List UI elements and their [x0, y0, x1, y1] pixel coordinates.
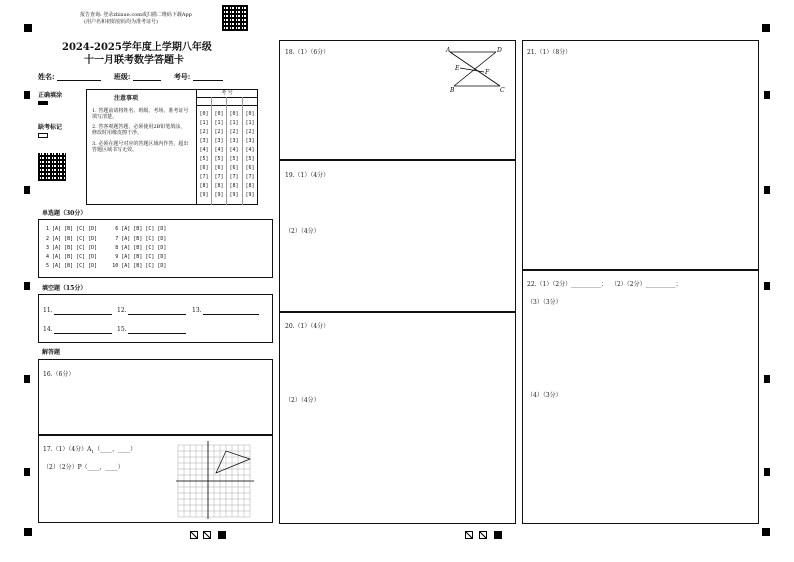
exam-number-bubble[interactable]: [3] — [214, 138, 224, 144]
notice-item: 3. 必须在题号对应的答题区域内作答，超出答题区域书写无效。 — [92, 141, 189, 153]
exam-number-col-divider — [226, 97, 227, 205]
exam-number-bubble[interactable]: [0] — [214, 111, 224, 117]
choice-row[interactable]: 5 [A] [B] [C] [D] 10 [A] [B] [C] [D] — [46, 263, 167, 269]
timing-mark — [24, 468, 30, 476]
absent-mark-label: 缺考标记 — [38, 124, 63, 131]
report-info-line1: 报告查询: 登录zhixue.com或扫描二维码下载App — [80, 12, 192, 18]
name-label: 姓名: — [38, 72, 55, 81]
exam-number-bubble[interactable]: [2] — [229, 129, 239, 135]
q22-part3: （3）（3分） — [527, 299, 562, 306]
timing-mark — [24, 375, 30, 383]
exam-number-bubble[interactable]: [8] — [214, 183, 224, 189]
section-choice-title: 单选题（30分） — [42, 210, 87, 217]
page-mark — [494, 531, 502, 539]
exam-number-bubble[interactable]: [5] — [214, 156, 224, 162]
notice-item: 2. 答客观题答题，必须使用2B铅笔填涂，修改时用橡皮擦干净。 — [92, 124, 186, 136]
q17-part1-tail: （____，____） — [94, 446, 137, 453]
q18-vertex-B: B — [450, 87, 455, 94]
exam-number-bubble[interactable]: [1] — [199, 120, 209, 126]
timing-mark — [764, 468, 770, 476]
exam-number-bubble[interactable]: [2] — [245, 129, 255, 135]
timing-mark — [24, 186, 30, 194]
page-mark-icon — [465, 531, 473, 539]
exam-number-bubble[interactable]: [7] — [245, 174, 255, 180]
q20-answer-box[interactable] — [279, 312, 516, 524]
exam-number-bubble[interactable]: [5] — [245, 156, 255, 162]
exam-number-bubble[interactable]: [4] — [214, 147, 224, 153]
exam-number-bubble[interactable]: [8] — [199, 183, 209, 189]
fill-q13[interactable] — [192, 307, 259, 315]
exam-number-bubble[interactable]: [6] — [245, 165, 255, 171]
notice-item: 1. 答题前请将姓名、班级、考场、准考证号填写清楚。 — [92, 108, 189, 120]
timing-mark — [764, 282, 770, 290]
exam-number-bubble[interactable]: [9] — [245, 192, 255, 198]
notice-title: 注意事项 — [114, 95, 139, 102]
q17-part1 — [43, 446, 136, 456]
exam-number-bubble[interactable]: [2] — [214, 129, 224, 135]
exam-number-column — [213, 110, 225, 200]
choice-row[interactable]: 1 [A] [B] [C] [D] 6 [A] [B] [C] [D] — [46, 226, 167, 232]
q19-answer-box[interactable] — [279, 160, 516, 312]
exam-number-bubble[interactable]: [4] — [229, 147, 239, 153]
qr-code-icon[interactable] — [222, 5, 248, 31]
q17-part1-label: 17.（1）（4分）A — [43, 446, 92, 453]
q22-part4: （4）（3分） — [527, 392, 562, 399]
page-mark-icon — [190, 531, 198, 539]
fill-q14[interactable] — [43, 326, 112, 334]
exam-number-bubble[interactable]: [5] — [229, 156, 239, 162]
q21-answer-box[interactable] — [522, 40, 759, 270]
choice-row[interactable]: 3 [A] [B] [C] [D] 8 [A] [B] [C] [D] — [46, 245, 167, 251]
q18-vertex-F: F — [485, 69, 490, 76]
corner-mark-br — [762, 528, 770, 536]
q17-part1-subscript: 1 — [91, 449, 95, 455]
exam-number-column — [198, 110, 210, 200]
fill-q15[interactable] — [117, 326, 186, 334]
q16-label: 16.（6分） — [43, 371, 75, 378]
q20-part2: （2）（4分） — [285, 397, 320, 404]
page-title-line1: 2024-2025学年度上学期八年级 — [62, 42, 212, 53]
exam-number-bubble[interactable]: [2] — [199, 129, 209, 135]
timing-mark — [24, 282, 30, 290]
corner-mark-bl — [24, 528, 32, 536]
exam-number-bubble[interactable]: [3] — [229, 138, 239, 144]
exam-no-field[interactable] — [193, 80, 223, 81]
report-info-line2: (用户名和初始密码均为准考证号) — [84, 19, 158, 25]
exam-number-column — [244, 110, 256, 200]
q18-geometry-figure — [440, 44, 510, 94]
barcode-qr-icon — [38, 153, 66, 181]
q20-label: 20.（1）（4分） — [285, 323, 330, 330]
exam-number-bubble[interactable]: [0] — [245, 111, 255, 117]
exam-number-bubble[interactable]: [7] — [199, 174, 209, 180]
page-mark-icon — [203, 531, 211, 539]
timing-mark — [764, 375, 770, 383]
fill-q11-label: 11. — [43, 307, 53, 314]
timing-mark — [764, 91, 770, 99]
fill-q11[interactable] — [43, 307, 112, 315]
page-mark — [218, 531, 226, 539]
exam-number-bubble[interactable]: [9] — [214, 192, 224, 198]
q21-label: 21.（1）（8分） — [527, 49, 572, 56]
exam-number-divider — [196, 105, 258, 106]
absent-mark-box[interactable] — [38, 133, 48, 138]
exam-number-header: 考 号 — [221, 90, 233, 96]
exam-number-bubble[interactable]: [9] — [229, 192, 239, 198]
exam-number-bubble[interactable]: [6] — [199, 165, 209, 171]
exam-number-bubble[interactable]: [7] — [214, 174, 224, 180]
exam-number-bubble[interactable]: [1] — [245, 120, 255, 126]
page-mark-icon — [479, 531, 487, 539]
exam-number-bubble[interactable]: [4] — [245, 147, 255, 153]
timing-mark — [24, 91, 30, 99]
fill-q12-label: 12. — [117, 307, 127, 314]
correct-fill-label: 正确填涂 — [38, 92, 63, 99]
class-label: 班级: — [113, 72, 131, 81]
q22-label: 22.（1）（2分）__________； （2）（2分）__________； — [527, 281, 682, 288]
exam-no-label: 考号: — [173, 72, 191, 81]
fill-q13-label: 13. — [192, 307, 202, 314]
student-info — [38, 72, 223, 81]
exam-number-bubble[interactable]: [0] — [229, 111, 239, 117]
q19-label: 19.（1）（4分） — [285, 172, 330, 179]
q19-part2: （2）（4分） — [285, 228, 320, 235]
exam-number-bubble[interactable]: [4] — [199, 147, 209, 153]
fill-q15-label: 15. — [117, 326, 127, 333]
fill-q14-label: 14. — [43, 326, 53, 333]
timing-mark — [764, 186, 770, 194]
exam-number-bubble[interactable]: [6] — [229, 165, 239, 171]
exam-number-bubble[interactable]: [8] — [245, 183, 255, 189]
q17-part2: （2）（2分）P（____，____） — [43, 464, 124, 471]
class-field[interactable] — [133, 80, 161, 81]
exam-number-divider — [196, 97, 258, 98]
section-fill-title: 填空题（15分） — [42, 285, 87, 292]
fill-answer-box — [38, 294, 273, 343]
exam-number-bubble[interactable]: [8] — [229, 183, 239, 189]
exam-number-bubble[interactable]: [0] — [199, 111, 209, 117]
exam-number-bubble[interactable]: [1] — [229, 120, 239, 126]
q17-coordinate-grid — [176, 439, 256, 519]
exam-number-column — [228, 110, 240, 200]
q18-label: 18.（1）（6分） — [285, 49, 330, 56]
q18-vertex-C: C — [500, 87, 505, 94]
fill-q12[interactable] — [117, 307, 186, 315]
exam-number-col-divider — [242, 97, 243, 205]
exam-number-bubble[interactable]: [6] — [214, 165, 224, 171]
q18-vertex-A: A — [446, 47, 451, 54]
page-title-line2: 十一月联考数学答题卡 — [84, 55, 184, 66]
section-answer-title: 解答题 — [42, 349, 61, 356]
name-field[interactable] — [57, 80, 101, 81]
corner-mark-tr — [762, 24, 770, 32]
exam-number-bubble[interactable]: [5] — [199, 156, 209, 162]
correct-fill-sample — [38, 101, 48, 105]
exam-number-bubble[interactable]: [1] — [214, 120, 224, 126]
q18-vertex-D: D — [497, 47, 502, 54]
exam-number-bubble[interactable]: [3] — [199, 138, 209, 144]
choice-row[interactable]: 4 [A] [B] [C] [D] 9 [A] [B] [C] [D] — [46, 254, 167, 260]
exam-number-bubble[interactable]: [3] — [245, 138, 255, 144]
exam-number-bubble[interactable]: [9] — [199, 192, 209, 198]
corner-mark-tl — [24, 24, 32, 32]
q18-vertex-E: E — [455, 65, 460, 72]
exam-number-bubble[interactable]: [7] — [229, 174, 239, 180]
exam-number-col-divider — [211, 97, 212, 205]
choice-row[interactable]: 2 [A] [B] [C] [D] 7 [A] [B] [C] [D] — [46, 236, 167, 242]
